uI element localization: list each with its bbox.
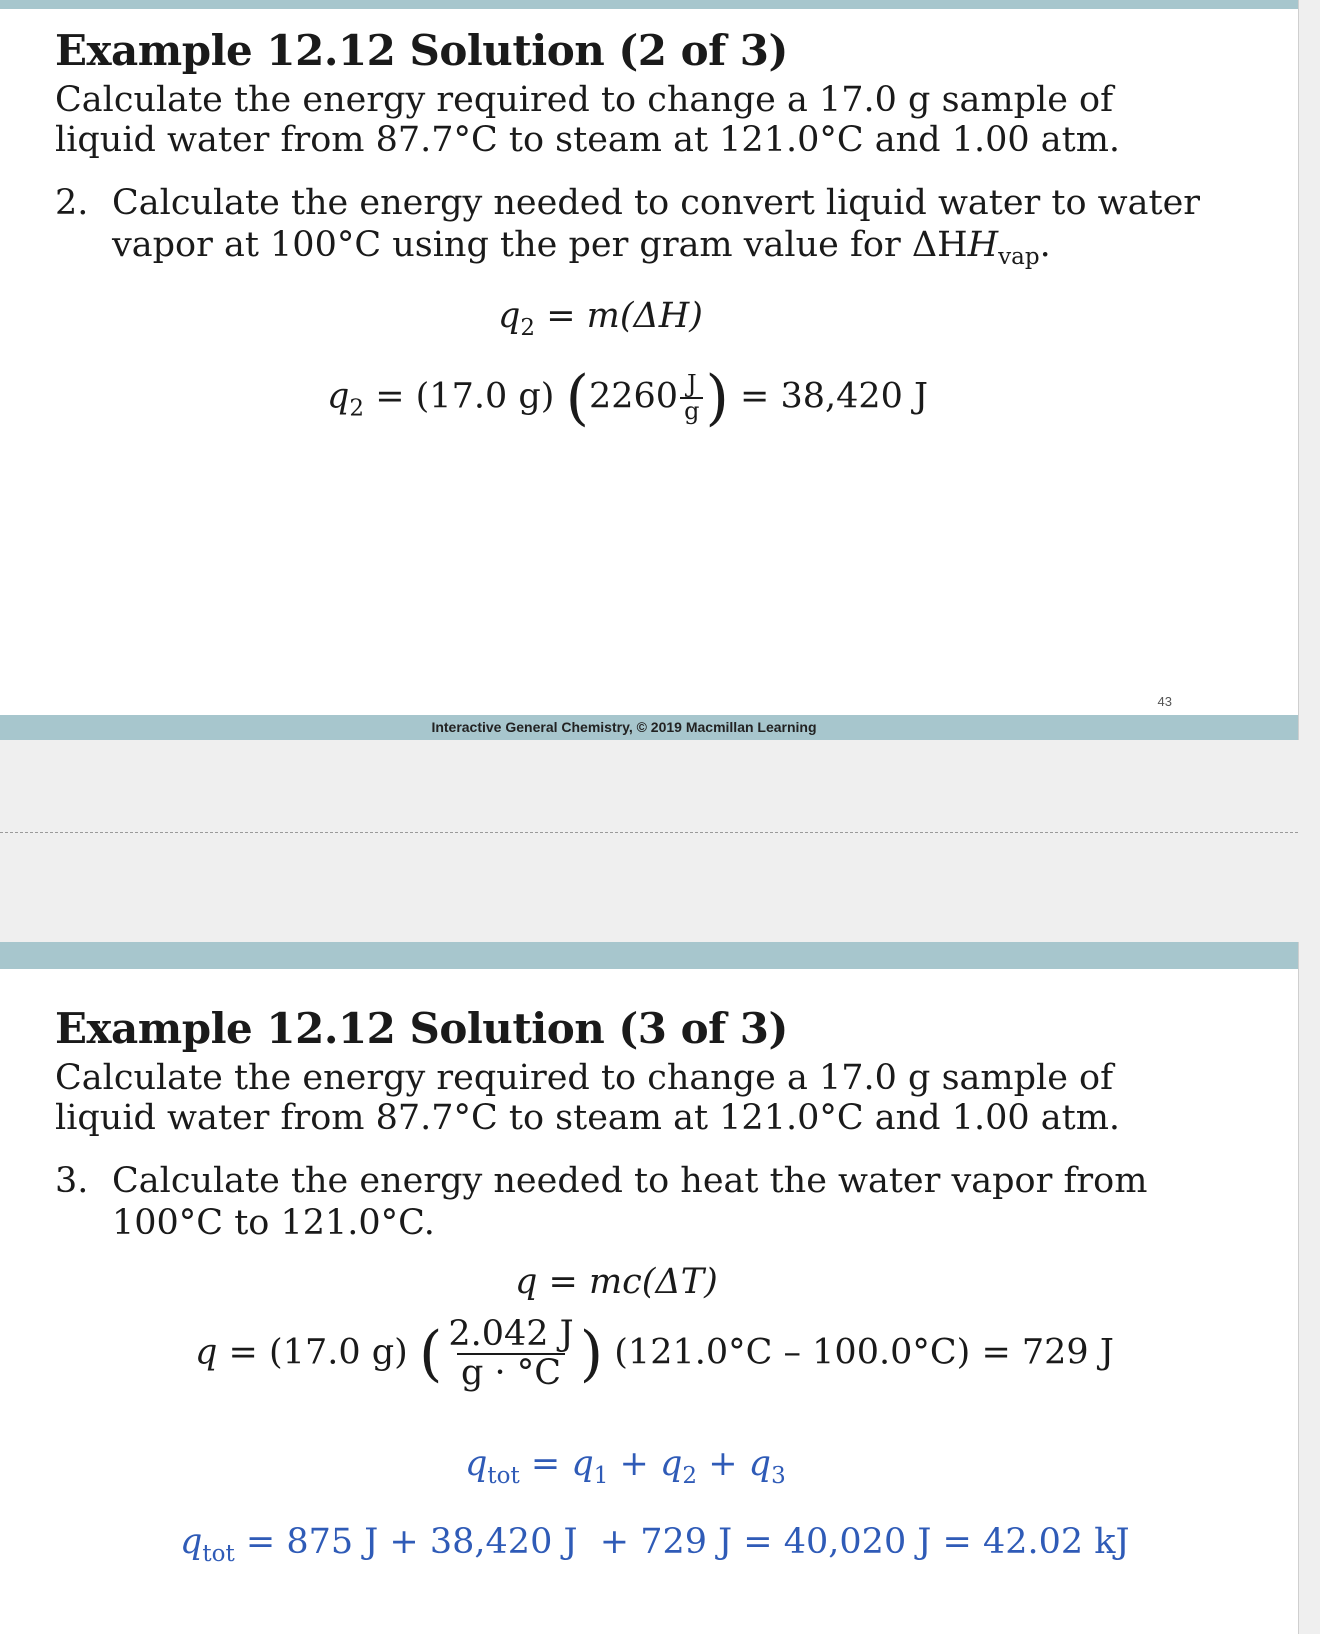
specific-heat-fraction: $\frac{2.042 J}{g \cdot ^\circ C}$ — [448, 1314, 574, 1393]
step-number: 3. — [55, 1161, 89, 1201]
equation-q-general: q = mc(ΔT) — [515, 1262, 718, 1302]
page-gutter — [1298, 0, 1320, 1634]
step-text: Calculate the energy needed to heat the water vapor from 100°C to 121.0°C. — [112, 1161, 1148, 1243]
slide-top-bar — [0, 942, 1298, 969]
footer-copyright: Interactive General Chemistry, © 2019 Macmillan Learning — [431, 719, 817, 735]
step-2 — [55, 182, 1255, 278]
step-3 — [55, 1160, 1255, 1244]
equation-q2-calc: $q_2 = (17.0$ g) (2260 $\frac{J}{g}$ ) = 38,420 J — [327, 363, 929, 433]
unit-fraction: $\frac{J}{g}$ — [680, 372, 703, 424]
step-text: Calculate the energy needed to convert liquid water to water vapor at 100°C using the per gram value for $\Delta HH_{vap}$. — [112, 183, 1201, 270]
equation-qtot-result: $q_{tot} = 875$ J + 38,420 J + 729 J = 40,020 J = 42.02 kJ — [180, 1522, 1130, 1567]
equation-q2-general: $q_2 = m(\Delta H)$ — [498, 296, 703, 341]
problem-statement: Calculate the energy required to change a 17.0 g sample of liquid water from 87.7°C to steam at 121.0°C and 1.00 atm. — [55, 1058, 1121, 1138]
slide-title: Example 12.12 Solution (3 of 3) — [55, 1004, 788, 1053]
page-break-divider — [0, 832, 1298, 833]
problem-statement: Calculate the energy required to change a 17.0 g sample of liquid water from 87.7°C to steam at 121.0°C and 1.00 atm. — [55, 80, 1121, 160]
page-number: 43 — [1157, 694, 1172, 709]
slide-title: Example 12.12 Solution (2 of 3) — [55, 26, 788, 75]
slide-43 — [0, 0, 1299, 740]
equation-qtot-sum: $q_{tot} = q_1 + q_2 + q_3$ — [465, 1444, 786, 1489]
slide-44 — [0, 942, 1299, 1634]
slide-top-bar — [0, 0, 1298, 9]
step-number: 2. — [55, 183, 89, 223]
equation-q3-calc: q = (17.0 g) ( $\frac{2.042 J}{g \cdot ^\circ C}$ ) (121.0°C – 100.0°C) = 729 J — [195, 1314, 1114, 1393]
slide-footer-bar — [0, 715, 1298, 740]
